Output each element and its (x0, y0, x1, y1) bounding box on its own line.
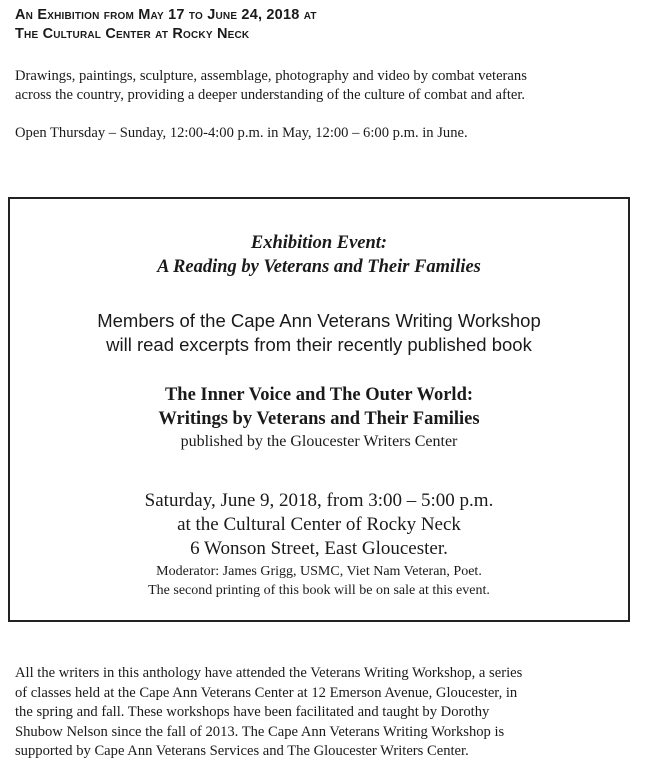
workshop-line: All the writers in this anthology have attended the Veterans Writing Workshop, a series (15, 665, 523, 681)
book-title (10, 383, 628, 431)
book-publisher: published by the Gloucester Writers Center (180, 433, 458, 450)
header-venue: The Cultural Center at Rocky Neck (15, 26, 250, 42)
members-line: Members of the Cape Ann Veterans Writing Workshop (97, 310, 541, 331)
book-info (10, 383, 628, 453)
event-box (8, 197, 630, 622)
exhibition-description (15, 67, 635, 105)
event-venue: at the Cultural Center of Rocky Neck (177, 514, 461, 535)
event-address: 6 Wonson Street, East Gloucester. (190, 538, 448, 559)
event-heading (10, 231, 628, 279)
workshop-line: of classes held at the Cape Ann Veterans Center at 12 Emerson Avenue, Gloucester, in (15, 684, 518, 701)
event-moderator: Moderator: James Grigg, USMC, Viet Nam Veteran, Poet. (156, 564, 482, 579)
exhibition-header (15, 6, 635, 44)
opening-hours: Open Thursday – Sunday, 12:00-4:00 p.m. in May, 12:00 – 6:00 p.m. in June. (15, 125, 468, 141)
workshop-line: supported by Cape Ann Veterans Services and The Gloucester Writers Center. (15, 743, 469, 759)
event-sale-note: The second printing of this book will be on sale at this event. (148, 583, 490, 598)
event-heading-line: A Reading by Veterans and Their Families (157, 257, 481, 277)
book-title-line: The Inner Voice and The Outer World: (164, 385, 474, 405)
event-when-where (10, 489, 628, 561)
event-notes (10, 562, 628, 600)
workshop-description (15, 664, 635, 762)
event-heading-line: Exhibition Event: (250, 233, 388, 253)
description-line: across the country, providing a deeper understanding of the culture of combat and after. (15, 87, 526, 103)
members-line: will read excerpts from their recently published book (106, 334, 532, 355)
event-members-text (10, 309, 628, 357)
event-date: Saturday, June 9, 2018, from 3:00 – 5:00 p.m. (144, 490, 494, 511)
workshop-line: the spring and fall. These workshops have been facilitated and taught by Dorothy (15, 704, 490, 720)
header-dates: An Exhibition from May 17 to June 24, 2018 at (15, 7, 317, 23)
description-line: Drawings, paintings, sculpture, assemblage, photography and video by combat veterans (15, 68, 527, 84)
workshop-line: Shubow Nelson since the fall of 2013. The Cape Ann Veterans Writing Workshop is (15, 723, 505, 740)
book-title-line: Writings by Veterans and Their Families (158, 409, 480, 429)
